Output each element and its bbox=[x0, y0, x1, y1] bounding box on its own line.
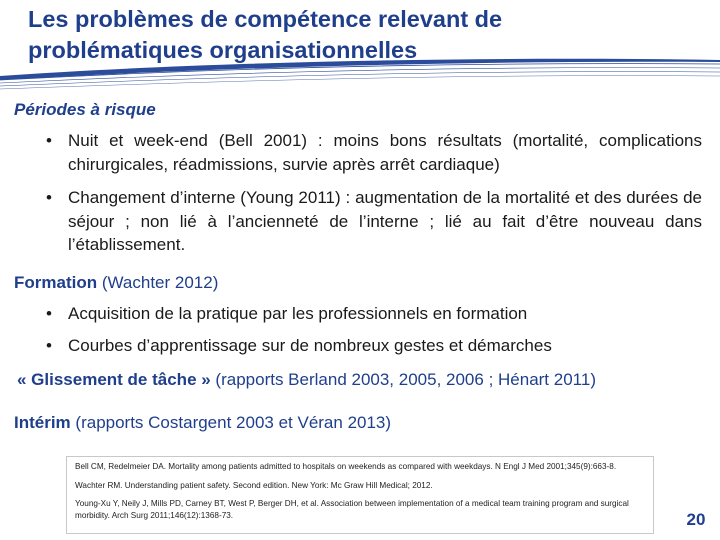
heading-formation bbox=[14, 272, 218, 293]
reference-item: Bell CM, Redelmeier DA. Mortality among patients admitted to hospitals on weekends as compared with weekdays. N Engl J Med 2001;345(9):663-8. bbox=[75, 462, 617, 471]
slide-title-line-2: problématiques organisationnelles bbox=[28, 37, 418, 63]
bullet-text: Changement d’interne (Young 2011) : augmentation de la mortalité et des durées de séjour ; non lié à l’ancienneté de l’interne ; lié au fait d’être nouveau dans l’établissement. bbox=[68, 188, 702, 254]
reference-item: Wachter RM. Understanding patient safety. Second edition. New York: Mc Graw Hill Medical; 2012. bbox=[75, 480, 433, 490]
references-box bbox=[66, 456, 654, 534]
bullet-text: Courbes d’apprentissage sur de nombreux gestes et démarches bbox=[68, 336, 552, 355]
bullet-courbes-apprentissage bbox=[46, 334, 702, 358]
title-underline-swoosh bbox=[0, 56, 720, 102]
heading-formation-label: Formation bbox=[14, 273, 98, 292]
heading-glissement-label: « Glissement de tâche » bbox=[17, 370, 211, 389]
slide-title-line-1: Les problèmes de compétence relevant de bbox=[28, 6, 503, 32]
bullet-changement-interne bbox=[46, 186, 702, 257]
heading-periodes-a-risque: Périodes à risque bbox=[14, 100, 156, 119]
bullet-text: Acquisition de la pratique par les professionnels en formation bbox=[68, 304, 528, 323]
bullet-nuit-week-end bbox=[46, 129, 702, 176]
bullet-glyph: • bbox=[46, 336, 52, 355]
bullet-glyph: • bbox=[46, 131, 52, 150]
heading-interim-label: Intérim bbox=[14, 413, 71, 432]
heading-formation-ref: (Wachter 2012) bbox=[97, 273, 219, 292]
reference-item: Young-Xu Y, Neily J, Mills PD, Carney BT, West P, Berger DH, et al. Association between implementation of a medical team training program and surgical morbidity. Arch Surg 2011;146(12):1368-73. bbox=[75, 499, 629, 520]
bullet-glyph: • bbox=[46, 304, 52, 323]
heading-interim bbox=[14, 412, 391, 433]
heading-interim-ref: (rapports Costargent 2003 et Véran 2013) bbox=[70, 413, 392, 432]
page-number: 20 bbox=[686, 510, 706, 529]
bullet-text: Nuit et week-end (Bell 2001) : moins bons résultats (mortalité, complications chirurgicales, réadmissions, survie après arrêt cardiaque) bbox=[68, 131, 702, 174]
heading-glissement-de-tache bbox=[17, 369, 596, 390]
bullet-glyph: • bbox=[46, 188, 52, 207]
bullet-acquisition-pratique bbox=[46, 302, 702, 326]
heading-glissement-ref: (rapports Berland 2003, 2005, 2006 ; Hénart 2011) bbox=[210, 370, 596, 389]
